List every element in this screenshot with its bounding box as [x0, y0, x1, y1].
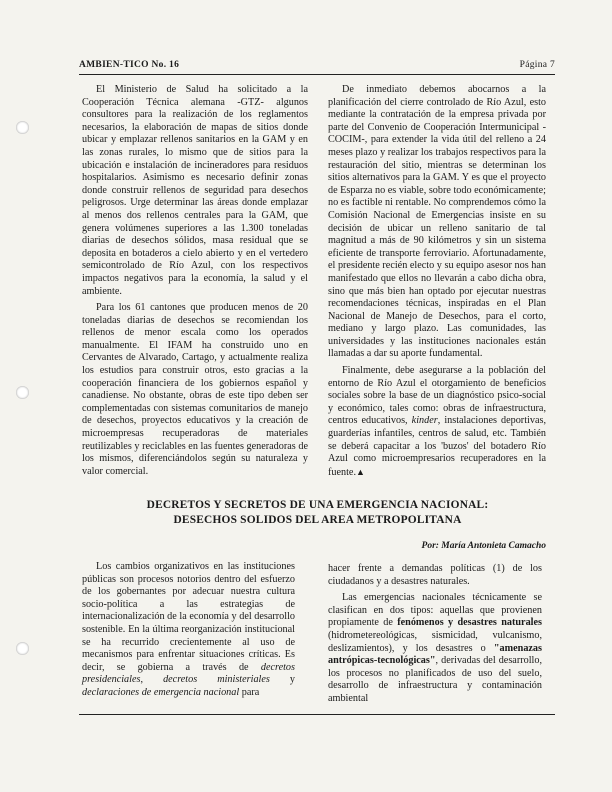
text-run: Finalmente, debe asegurarse a la población del entorno de Río Azul el otorgamiento de beneficios sociales sobre la base de un diagnóstico psico-social y económico, tales como: obras de infraestructura, centros educativos,: [328, 365, 546, 427]
text-run-italic: kinder: [411, 415, 438, 427]
column-2: [328, 84, 546, 479]
text-run-bold: "amenazas antrópicas-tecnológicas": [328, 642, 542, 667]
punch-hole-bottom: [16, 642, 29, 655]
article-title-line-1: DECRETOS Y SECRETOS DE UNA EMERGENCIA NACIONAL:: [146, 499, 489, 511]
end-mark-icon: ▲: [356, 466, 365, 477]
text-run-italic: decretos presidenciales: [82, 661, 295, 686]
text-run: para: [239, 686, 260, 698]
column-1: [82, 84, 308, 478]
text-run: , derivadas del desarrollo, los procesos no planificados de uso del suelo, desarrollo de infraestructura y contaminación ambiental: [328, 655, 542, 704]
text-run: Las emergencias nacionales técnicamente se clasifican en dos tipos: aquellas que provienen propiamente de: [328, 592, 542, 629]
journal-header: AMBIEN-TICO No. 16: [79, 60, 180, 70]
text-run-italic: declaraciones de emergencia nacional: [82, 686, 240, 698]
text-run: Los cambios organizativos en las instituciones públicas son procesos notorios dentro del esfuerzo de los gobernantes por adecuar nuestra cultura socio-política a las estrategias de internacionalización de la economía y del desarrollo sostenible. En la última reorganización institucional se ha recurrido crecientemente al uso de mecanismos para enfrentar situaciones críticas. Es decir, se gobierna a través de: [82, 561, 295, 673]
bottom-rule: [79, 714, 555, 715]
article-title-line-2: DESECHOS SOLIDOS DEL AREA METROPOLITANA: [173, 514, 462, 526]
text-run: ,: [140, 674, 164, 686]
text-run: (hidrometereológicas, sismicidad, vulcanismo, deslizamientos), y los desastres o: [328, 629, 542, 654]
column-4: [328, 563, 542, 706]
punch-hole-middle: [16, 386, 29, 399]
text-run-italic: decretos ministeriales: [163, 674, 270, 686]
punch-hole-top: [16, 121, 29, 134]
page-number: Página 7: [519, 60, 555, 70]
paragraph: [328, 592, 542, 705]
text-run-bold: fenómenos y desastres naturales: [397, 617, 542, 629]
paragraph: [82, 561, 295, 700]
paragraph: hacer frente a demandas políticas (1) de los ciudadanos y a desastres naturales.: [328, 563, 542, 587]
text-run: , instalaciones deportivas, guarderías infantiles, centros de salud, etc. También se deberá capacitar a los 'buzos' del botadero Río Azul como microempresarios recuperadores en la fuente.: [328, 415, 546, 478]
top-rule: [79, 74, 555, 75]
column-3: [82, 561, 295, 700]
paragraph: [328, 365, 546, 479]
paragraph: Para los 61 cantones que producen menos de 20 toneladas diarias de desechos se recomiendan los rellenos de menor escala como los operados manualmente. El IFAM ha construido uno en Cervantes de Alvarado, Cartago, y actualmente realiza los estudios para construir otros, esto gracias a la cooperación financiera de los gobiernos español y canadiense. No obstante, obras de este tipo deben ser complementadas con sistemas comunitarios de manejo de desechos, proyectos educativos y la creación de microempresas recuperadoras de materiales reutilizables y reciclables en las fuentes generadoras de los mismos, diferenciándolos según su naturaleza y valor comercial.: [82, 302, 308, 477]
paragraph: De inmediato debemos abocarnos a la planificación del cierre controlado de Río Azul, esto mediante la contratación de la empresa privada por parte del Convenio de Cooperación Intermunicipal -COCIM-, para extender la vida útil del relleno a 24 meses plazo y realizar los trabajos respectivos para la restauración del sitio, mientras se determinan los sitios alternativos para la GAM. Y es que el proyecto de Esparza no es viable, sobre todo económicamente; no es factible ni rentable. No comprendemos cómo la Comisión Nacional de Emergencias insiste en su decisión de ubicar un relleno sanitario de tal magnitud a más de 90 kilómetros y sin un sistema eficiente de transporte ferroviario. Afortunadamente, el presidente recién electo y su equipo asesor nos han manifestado que ellos no llevarán a cabo dicha obra, sino que más bien han optado por ejecutar nuestras recomendaciones técnicas, inspiradas en el Plan Nacional de Manejo de Desechos, para el corto, mediano y largo plazo. Las comunidades, las universidades y las instituciones nacionales están llamadas a dar su aporte fundamental.: [328, 84, 546, 360]
byline: Por: María Antonieta Camacho: [421, 541, 546, 551]
text-run: y: [269, 674, 296, 686]
paragraph: El Ministerio de Salud ha solicitado a la Cooperación Técnica alemana -GTZ- algunos consultores para la realización de los reglamentos necesarios, la elaboración de mapas de sitios donde ubicar y emplazar rellenos sanitarios en la GAM y en las zonas rurales, lo mismo que de sitios para la ubicación e instalación de incineradores para residuos hospitalarios. Asimismo es necesario definir zonas donde construir rellenos de seguridad para desechos peligrosos. Urge determinar las áreas donde emplazar al menos dos rellenos centrales para la GAM, que genera volúmenes superiores a las 1.300 toneladas diarias de desechos sólidos, masa residual que se deposita en botaderos a cielo abierto y en el vertedero semicontrolado de Río Azul, con los respectivos impactos negativos para la economía, la salud y el ambiente.: [82, 84, 308, 297]
